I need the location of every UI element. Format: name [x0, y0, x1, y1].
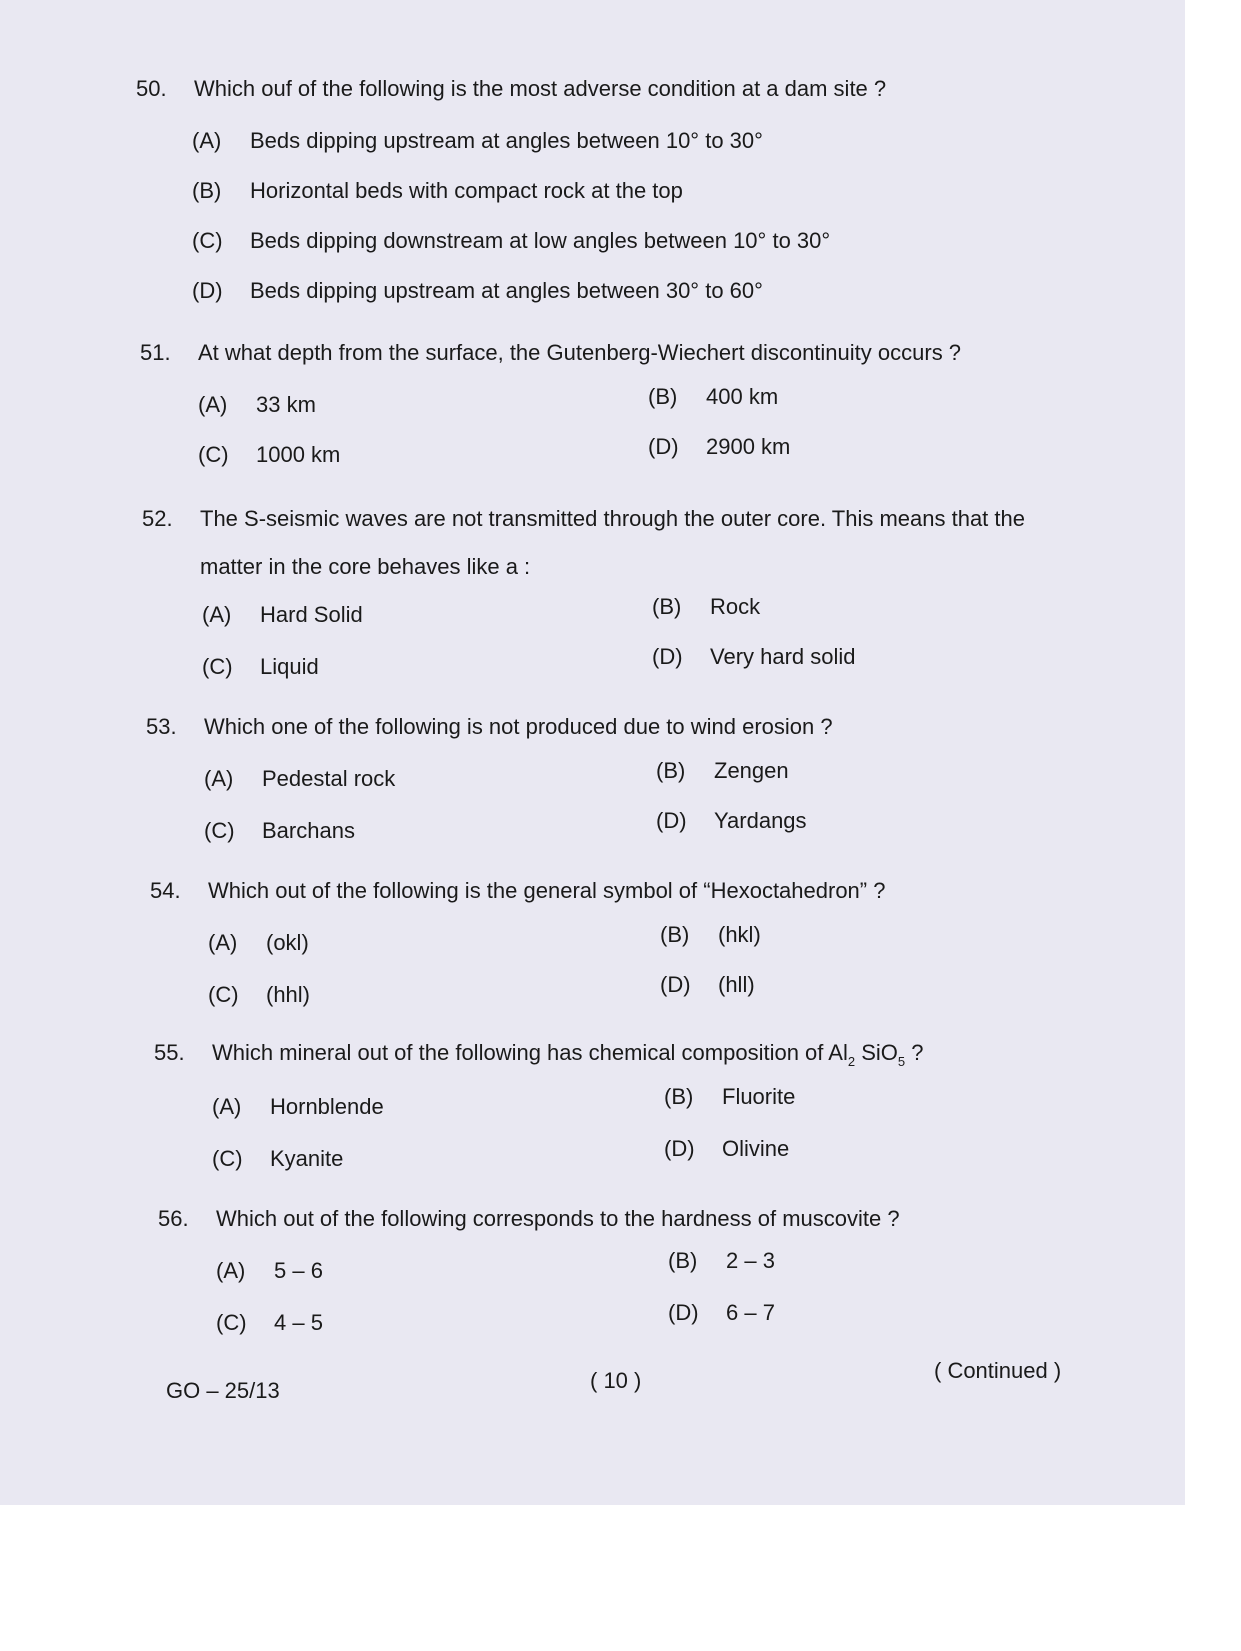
option-53-c: (C) Barchans [204, 818, 355, 843]
option-54-b: (B) (hkl) [660, 922, 761, 947]
option-50-b: (B) Horizontal beds with compact rock at the top [192, 178, 683, 203]
option-55-a: (A) Hornblende [212, 1094, 384, 1119]
option-52-d: (D) Very hard solid [652, 644, 856, 669]
option-55-b: (B) Fluorite [664, 1084, 796, 1109]
option-56-b: (B) 2 – 3 [668, 1248, 775, 1273]
option-55-d: (D) Olivine [664, 1136, 790, 1161]
option-50-d: (D) Beds dipping upstream at angles between 30° to 60° [192, 278, 763, 303]
continued-label: ( Continued ) [934, 1358, 1062, 1383]
option-52-a: (A) Hard Solid [202, 602, 363, 627]
question-number: 50. [136, 76, 167, 101]
option-52-c: (C) Liquid [202, 654, 319, 679]
option-54-c: (C) (hhl) [208, 982, 311, 1007]
option-51-c: (C) 1000 km [198, 442, 341, 467]
option-54-d: (D) (hll) [660, 972, 755, 997]
question-text: Which ouf of the following is the most adverse condition at a dam site ? [194, 76, 887, 101]
option-53-a: (A) Pedestal rock [204, 766, 396, 791]
option-52-b: (B) Rock [652, 594, 761, 619]
option-56-c: (C) 4 – 5 [216, 1310, 323, 1335]
exam-page: 50. Which ouf of the following is the most adverse condition at a dam site ? (A) Beds dipping upstream at angles between 10° to 30° (B) Horizontal beds with compact rock at the top (C) Beds dipping downstream at low angles between 10° to 30° (D) Beds dipping upstream at angles between 30° to 60° 51. At what depth from the surface, the Gutenberg-Wiechert discontinuity occurs ? (A) 33 km (B) 400 km (C) 1000 km (D) 2900 km 52. The S-seismic waves are not transmitted through the outer core. This means that the matter in the core behaves like a : (A) Hard Solid (B) Rock (C) Liquid (D) Very hard solid 53. Which one of the following is not produced due to wind erosion ? (A) Pedestal rock (B) Zengen (C) Barchans (D) Yardangs 54. Which out of the following is the general symbol of “Hexoctahedron” ? (A) (okl) (B) (hkl) (C) (hhl) (D) (hll) 55. Which mineral out of the following has chemical composition of $Al_2$ SiO$_5$ ? (A) Hornblende (B) Fluorite (C) Kyanite (D) Olivine 56. Which out of the following corresponds to the hardness of muscovite ? (A) 5 – 6 (B) 2 – 3 (C) 4 – 5 (D) 6 – 7 GO – 25/13 ( 10 ) ( Continued ) [0, 0, 1241, 1651]
option-56-a: (A) 5 – 6 [216, 1258, 323, 1283]
option-55-c: (C) Kyanite [212, 1146, 344, 1171]
option-56-d: (D) 6 – 7 [668, 1300, 775, 1325]
option-51-b: (B) 400 km [648, 384, 779, 409]
option-51-d: (D) 2900 km [648, 434, 791, 459]
option-53-d: (D) Yardangs [656, 808, 807, 833]
option-51-a: (A) 33 km [198, 392, 316, 417]
option-50-c: (C) Beds dipping downstream at low angles between 10° to 30° [192, 228, 831, 253]
page-number: ( 10 ) [590, 1368, 642, 1393]
option-53-b: (B) Zengen [656, 758, 789, 783]
option-54-a: (A) (okl) [208, 930, 309, 955]
paper-code: GO – 25/13 [166, 1378, 280, 1403]
option-50-a: (A) Beds dipping upstream at angles between 10° to 30° [192, 128, 763, 153]
